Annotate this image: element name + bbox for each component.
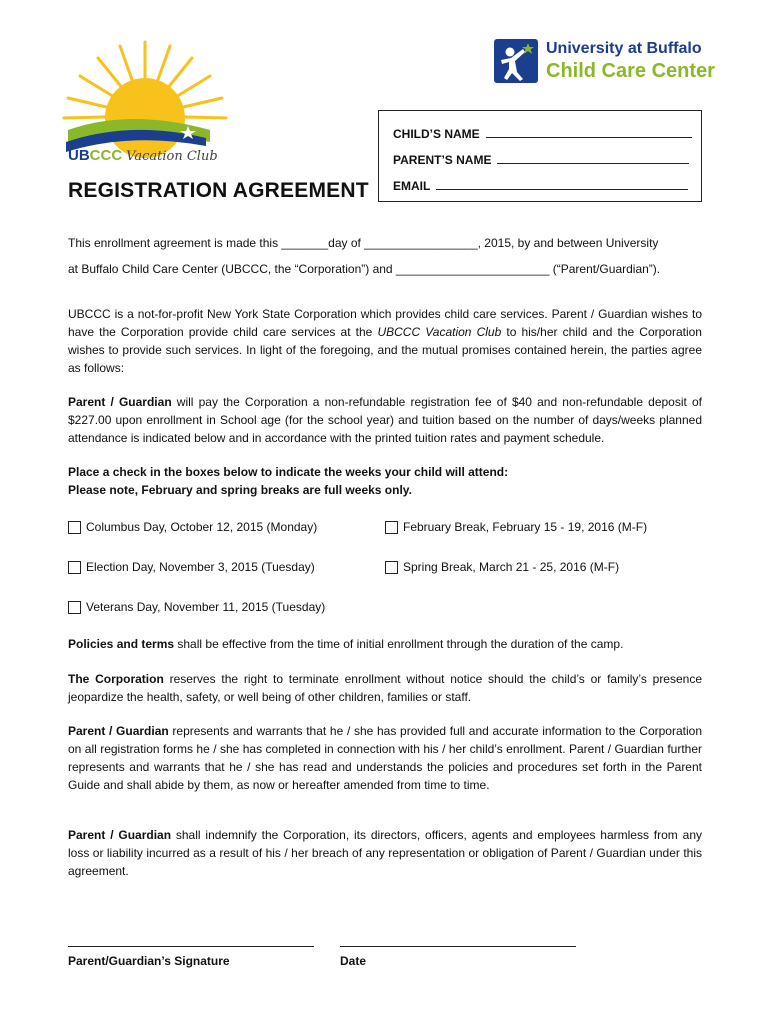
parent-name-row xyxy=(393,151,689,169)
week-label: Election Day, November 3, 2015 (Tuesday) xyxy=(86,560,315,574)
indemnify-text: shall indemnify the Corporation, its directors, officers, agents and employees harmless from any loss or liability incurred as a result of his / her breach of any representation or obligation of Parent / Guardian under this agreement. xyxy=(68,828,702,878)
indemnify-paragraph xyxy=(68,826,702,880)
week-option-veterans-day xyxy=(68,598,325,616)
page-title: REGISTRATION AGREEMENT xyxy=(68,179,369,202)
email-field[interactable] xyxy=(436,177,688,190)
email-row xyxy=(393,177,688,195)
corporation-label: The Corporation xyxy=(68,672,164,686)
represents-text: represents and warrants that he / she has provided full and accurate information to the Corporation on all registration forms he / she has completed in connection with his / her child’s enrollment. Parent / Guardian further represents and warrants that he / she has read and understands the policies and procedures set forth in the Parent Guide and shall abide by them, as now or hereafter amended from time to time. xyxy=(68,724,702,792)
fees-party-label: Parent / Guardian xyxy=(68,395,172,409)
checkbox-february-break[interactable] xyxy=(385,521,398,534)
week-label: Veterans Day, November 11, 2015 (Tuesday) xyxy=(86,600,326,614)
checkbox-spring-break[interactable] xyxy=(385,561,398,574)
child-care-center-name: Child Care Center xyxy=(546,60,715,82)
week-label: Columbus Day, October 12, 2015 (Monday) xyxy=(86,520,318,534)
parent-name-label: PARENT’S NAME xyxy=(393,153,492,167)
logo-ccc: CCC xyxy=(89,147,123,164)
parent-signature-line[interactable] xyxy=(68,946,314,947)
week-option-columbus-day xyxy=(68,518,317,536)
corporation-text: reserves the right to terminate enrollment without notice should the child’s or family’s presence jeopardize the health, safety, or well being of other children, families or staff. xyxy=(68,672,703,704)
sun-disc xyxy=(105,78,185,158)
child-name-field[interactable] xyxy=(486,125,692,138)
policies-text: shall be effective from the time of initial enrollment through the duration of the camp. xyxy=(174,637,624,651)
university-name: University at Buffalo xyxy=(546,40,702,57)
intro-line-1: This enrollment agreement is made this _______day of _________________, 2015, by and between University xyxy=(68,236,659,250)
para1-club-name: UBCCC Vacation Club xyxy=(377,325,502,339)
week-option-spring-break xyxy=(385,558,619,576)
week-label: February Break, February 15 - 19, 2016 (M-F) xyxy=(403,520,648,534)
date-line[interactable] xyxy=(340,946,576,947)
fees-paragraph xyxy=(68,393,702,447)
contact-info-box xyxy=(378,110,702,202)
instructions-line-1 xyxy=(68,463,702,481)
policies-label: Policies and terms xyxy=(68,637,175,651)
para1-text-b: to his/her child and the Corporation wishes to provide such services. In light of the foregoing, and the mutual promises contained herein, the parties agree as follows: xyxy=(68,325,702,375)
child-figure-icon xyxy=(493,38,539,84)
corporation-description-paragraph xyxy=(68,305,702,377)
fees-text: will pay the Corporation a non-refundable registration fee of $40 and non-refundable deposit of $227.00 upon enrollment in School age (for the school year) and tuition based on the number of days/weeks planned attendance is indicated below and in accordance with the printed tuition rates and payment schedule. xyxy=(68,395,702,445)
instructions-line-2 xyxy=(68,481,702,499)
club-logo-text xyxy=(68,147,218,166)
corporation-rights-paragraph xyxy=(68,670,702,706)
parent-signature-label: Parent/Guardian’s Signature xyxy=(68,954,230,968)
parent-name-field[interactable] xyxy=(497,151,689,164)
email-label: EMAIL xyxy=(393,179,431,193)
indemnify-label: Parent / Guardian xyxy=(68,828,172,842)
represents-paragraph xyxy=(68,722,702,794)
instructions-line-1-text: Place a check in the boxes below to indicate the weeks your child will attend: xyxy=(68,465,509,479)
intro-line-2: at Buffalo Child Care Center (UBCCC, the “Corporation”) and _______________________ (“Parent/Guardian”). xyxy=(68,262,661,276)
represents-label: Parent / Guardian xyxy=(68,724,169,738)
checkbox-election-day[interactable] xyxy=(68,561,81,574)
week-label: Spring Break, March 21 - 25, 2016 (M-F) xyxy=(403,560,620,574)
week-option-february-break xyxy=(385,518,647,536)
logo-ub: UB xyxy=(68,147,90,164)
checkbox-columbus-day[interactable] xyxy=(68,521,81,534)
instructions-line-2-text: Please note, February and spring breaks are full weeks only. xyxy=(68,483,412,497)
checkbox-veterans-day[interactable] xyxy=(68,601,81,614)
week-option-election-day xyxy=(68,558,315,576)
logo-vacation-club: Vacation Club xyxy=(126,149,218,164)
child-name-label: CHILD’S NAME xyxy=(393,127,480,141)
date-label: Date xyxy=(340,954,367,968)
child-name-row xyxy=(393,125,692,143)
para1-text-a: UBCCC is a not-for-profit New York State Corporation which provides child care services. Parent / Guardian wishes to have the Corporation provide child care services at the xyxy=(68,307,702,339)
policies-paragraph xyxy=(68,635,702,653)
